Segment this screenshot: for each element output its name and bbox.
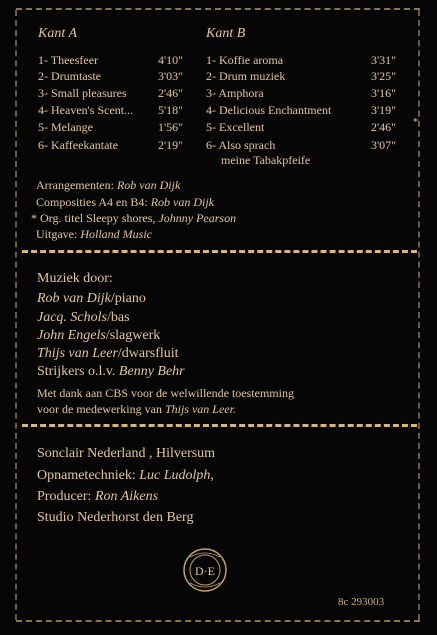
- track-duration: 3'03": [158, 69, 184, 83]
- catalog-number: 8c 293003: [338, 596, 385, 608]
- section-divider: [22, 250, 417, 253]
- strings-label: Strijkers o.l.v.: [37, 364, 119, 379]
- track-a5: [38, 119, 184, 135]
- track-label: 5- Excellent: [206, 120, 265, 134]
- credit-arrangementen: [36, 177, 180, 193]
- credit-name: Rob van Dijk: [116, 178, 181, 192]
- label-logo: [182, 547, 228, 593]
- track-label: 1- Koffie aroma: [206, 53, 284, 67]
- engineer-name: Luc Ludolph,: [139, 468, 214, 483]
- side-b-title: Kant B: [206, 26, 246, 41]
- musician-role: /slagwerk: [105, 328, 161, 343]
- musician-name: Jacq. Schols: [37, 310, 107, 325]
- musician-row: [37, 290, 146, 308]
- credit-label: Composities A4 en B4:: [36, 195, 151, 209]
- track-b1: [206, 52, 397, 68]
- track-duration: 2'46": [158, 86, 184, 100]
- track-a4: [38, 102, 184, 118]
- musician-row: [37, 309, 130, 327]
- track-label: 6- Also sprach: [206, 138, 276, 152]
- track-label: 5- Melange: [38, 120, 93, 134]
- credit-uitgave: [36, 226, 152, 242]
- track-duration: 3'31": [371, 53, 397, 67]
- studio-credit: Studio Nederhorst den Berg: [37, 510, 194, 525]
- credit-label: Uitgave:: [36, 227, 81, 241]
- frame-right-border: [418, 10, 420, 620]
- musician-role: /bas: [106, 310, 130, 325]
- side-a-title: Kant A: [38, 26, 78, 41]
- credit-name: Johnny Pearson: [158, 211, 237, 225]
- musician-row: [37, 327, 160, 345]
- track-a1: [38, 52, 184, 68]
- thanks-name: Thijs van Leer.: [164, 402, 236, 416]
- frame-left-border: [15, 10, 17, 620]
- engineer-label: Opnametechniek:: [37, 468, 140, 483]
- producer-name: Ron Aikens: [94, 489, 159, 504]
- track-b3: [206, 85, 397, 101]
- musician-name: John Engels: [37, 328, 106, 343]
- track-duration: 4'10": [158, 53, 184, 67]
- track-duration: 2'19": [158, 138, 184, 152]
- track-duration: 3'25": [371, 69, 397, 83]
- musician-role: /dwarsfluit: [117, 346, 179, 361]
- track-b2: [206, 68, 397, 84]
- credit-composities: [36, 194, 214, 210]
- musician-name: Thijs van Leer: [37, 346, 118, 361]
- credit-name: Rob van Dijk: [150, 195, 215, 209]
- thanks-line2: [37, 401, 236, 417]
- credit-original-title: [31, 210, 236, 226]
- thanks-prefix: voor de medewerking van: [37, 402, 165, 416]
- track-b6-line2: meine Tabakpfeife: [221, 153, 311, 167]
- asterisk-marker: *: [413, 117, 418, 128]
- logo-text: D·E: [195, 564, 215, 578]
- thanks-line1: Met dank aan CBS voor de welwillende toestemming: [37, 386, 294, 400]
- track-label: 6- Kaffeekantate: [38, 138, 119, 152]
- producer-credit: [37, 488, 158, 506]
- track-duration: 3'16": [371, 86, 397, 100]
- frame-top-border: [16, 8, 420, 10]
- track-duration: 1'56": [158, 120, 184, 134]
- musician-row: [37, 345, 179, 363]
- track-label: 1- Theesfeer: [38, 53, 99, 67]
- track-duration: 2'46": [371, 120, 397, 134]
- track-label: 4- Heaven's Scent...: [38, 103, 134, 117]
- strings-credit: [37, 363, 185, 381]
- credit-label: Arrangementen:: [36, 178, 117, 192]
- track-label: 2- Drumtaste: [38, 69, 101, 83]
- track-duration: 3'07": [371, 138, 397, 152]
- track-b4: [206, 102, 397, 118]
- track-a2: [38, 68, 184, 84]
- production-company: Sonclair Nederland , Hilversum: [37, 446, 216, 461]
- track-a3: [38, 85, 184, 101]
- musicians-heading: Muziek door:: [37, 271, 113, 286]
- credit-name: Holland Music: [80, 227, 152, 241]
- track-a6: [38, 137, 184, 153]
- recording-engineer: [37, 467, 214, 485]
- credit-label: * Org. titel Sleepy shores,: [31, 211, 159, 225]
- producer-label: Producer:: [37, 489, 95, 504]
- track-b6: [206, 137, 397, 153]
- strings-name: Benny Behr: [118, 364, 185, 379]
- frame-bottom-border: [16, 620, 420, 622]
- track-label: 3- Amphora: [206, 86, 264, 100]
- section-divider: [22, 424, 417, 427]
- track-duration: 5'18": [158, 103, 184, 117]
- track-label: 2- Drum muziek: [206, 69, 286, 83]
- track-label: 4- Delicious Enchantment: [206, 103, 332, 117]
- track-b5: [206, 117, 418, 135]
- musician-role: /piano: [110, 291, 146, 306]
- track-duration: 3'19": [371, 103, 397, 117]
- track-label: 3- Small pleasures: [38, 86, 127, 100]
- musician-name: Rob van Dijk: [37, 291, 111, 306]
